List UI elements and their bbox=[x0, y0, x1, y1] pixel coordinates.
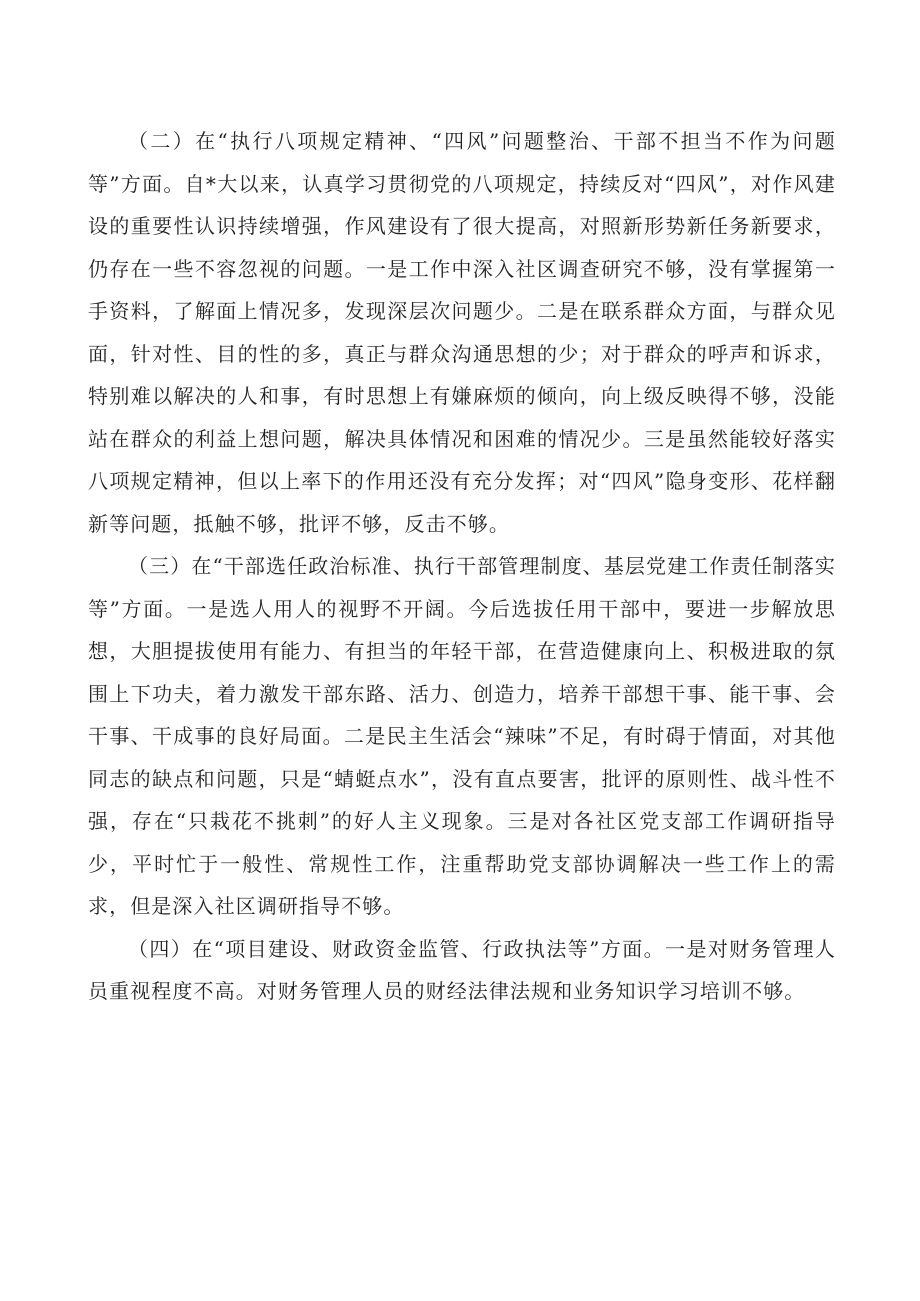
paragraph-section-3: （三）在“干部选任政治标准、执行干部管理制度、基层党建工作责任制落实等”方面。一是选人用人的视野不开阔。今后选拔任用干部中，要进一步解放思想，大胆提拔使用有能力、有担当的年轻干部，在营造健康向上、积极进取的氛围上下功夫，着力激发干部东路、活力、创造力，培养干部想干事、能干事、会干事、干成事的良好局面。二是民主生活会“辣味”不足，有时碍于情面，对其他同志的缺点和问题，只是“蜻蜓点水”，没有直点要害，批评的原则性、战斗性不强，存在“只栽花不挑刺”的好人主义现象。三是对各社区党支部工作调研指导少，平时忙于一般性、常规性工作，注重帮助党支部协调解决一些工作上的需求，但是深入社区调研指导不够。 bbox=[88, 554, 836, 918]
paragraph-section-4: （四）在“项目建设、财政资金监管、行政执法等”方面。一是对财务管理人员重视程度不高。对财务管理人员的财经法律法规和业务知识学习培训不够。 bbox=[88, 936, 836, 1003]
document-body bbox=[88, 120, 836, 1013]
paragraph-section-2: （二）在“执行八项规定精神、“四风”问题整治、干部不担当不作为问题等”方面。自*大以来，认真学习贯彻党的八项规定，持续反对“四风”，对作风建设的重要性认识持续增强，作风建设有了很大提高，对照新形势新任务新要求，仍存在一些不容忽视的问题。一是工作中深入社区调查研究不够，没有掌握第一手资料，了解面上情况多，发现深层次问题少。二是在联系群众方面，与群众见面，针对性、目的性的多，真正与群众沟通思想的少；对于群众的呼声和诉求，特别难以解决的人和事，有时思想上有嫌麻烦的倾向，向上级反映得不够，没能站在群众的利益上想问题，解决具体情况和困难的情况少。三是虽然能较好落实八项规定精神，但以上率下的作用还没有充分发挥；对“四风”隐身变形、花样翻新等问题，抵触不够，批评不够，反击不够。 bbox=[88, 129, 836, 536]
